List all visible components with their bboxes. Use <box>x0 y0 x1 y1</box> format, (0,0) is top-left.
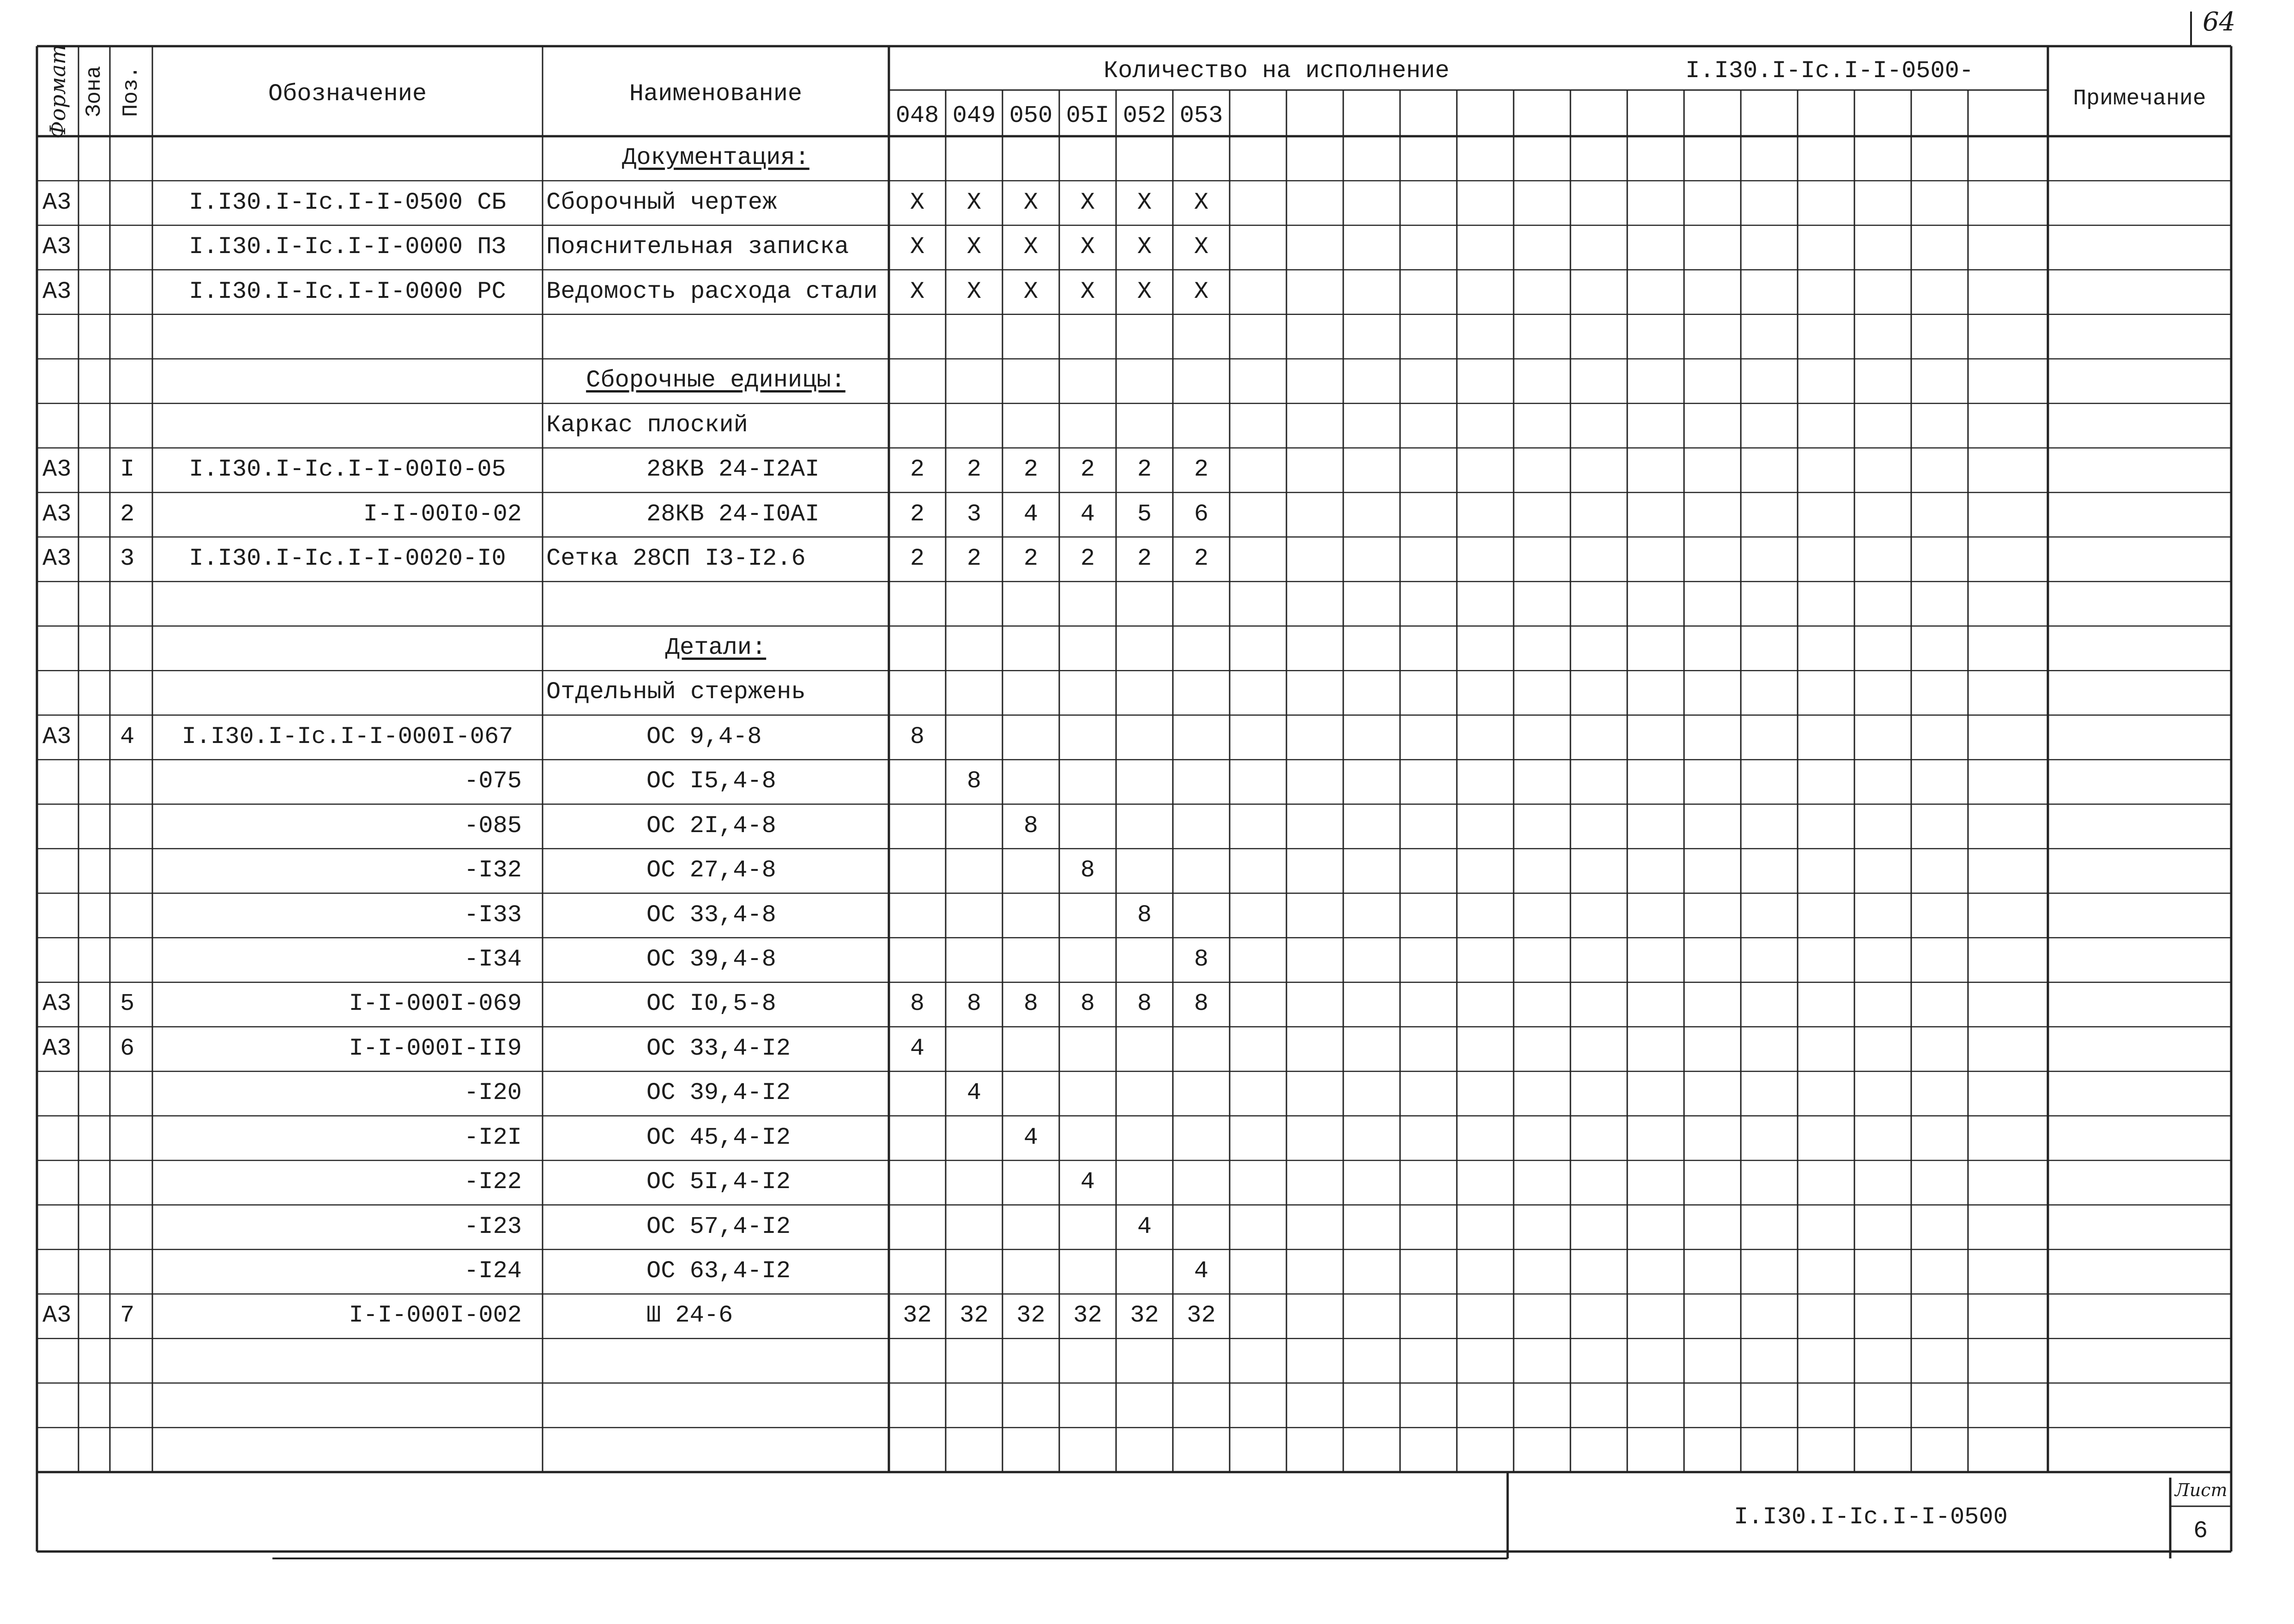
page-number: 64 <box>2203 7 2236 37</box>
section-title: Детали: <box>665 634 767 661</box>
quantity-cell: Х <box>966 233 982 261</box>
name-cell: 28КВ 24-I2АI <box>646 456 820 483</box>
quantity-cell: 2 <box>1194 456 1209 483</box>
quantity-cell: 4 <box>966 1079 982 1107</box>
sheet-label: Лист <box>2175 1480 2228 1500</box>
designation-cell: -I34 <box>464 946 522 973</box>
quantity-cell: Х <box>1194 233 1209 261</box>
designation-cell: I-I-000I-069 <box>349 990 522 1018</box>
document-code: I.I30.I-Ic.I-I-0500 <box>1734 1503 2008 1531</box>
quantity-cell: 32 <box>1130 1302 1159 1329</box>
designation-cell: I-I-00I0-02 <box>363 500 522 528</box>
quantity-cell: 8 <box>1080 990 1095 1018</box>
format-cell: А3 <box>42 545 72 573</box>
position-cell: 6 <box>120 1034 135 1062</box>
format-cell: А3 <box>42 1302 72 1329</box>
sheet-number: 6 <box>2193 1517 2208 1545</box>
quantity-cell: 4 <box>1194 1257 1209 1285</box>
position-cell: 5 <box>120 990 135 1018</box>
quantity-cell: 2 <box>1023 545 1038 573</box>
quantity-cell: 8 <box>1023 990 1038 1018</box>
designation-cell: -I22 <box>464 1168 522 1196</box>
quantity-cell: Х <box>1137 278 1152 305</box>
designation-cell: I.I30.I-Ic.I-I-000I-067 <box>181 723 513 750</box>
quantity-cell: 2 <box>966 545 982 573</box>
name-cell: Отдельный стержень <box>546 678 806 706</box>
name-header: Наименование <box>629 80 803 108</box>
designation-cell: I.I30.I-Ic.I-I-0020-I0 <box>189 545 506 573</box>
designation-cell: -I2I <box>464 1123 522 1151</box>
quantity-cell: 32 <box>960 1302 989 1329</box>
quantity-cell: Х <box>966 278 982 305</box>
note-header: Примечание <box>2073 86 2206 111</box>
quantity-cell: 4 <box>1137 1213 1152 1240</box>
quantity-cell: 2 <box>1080 456 1095 483</box>
quantity-cell: 8 <box>1194 946 1209 973</box>
quantity-cell: 2 <box>966 456 982 483</box>
quantity-cell: 4 <box>1080 500 1095 528</box>
section-title: Сборочные единицы: <box>586 367 845 394</box>
quantity-cell: 32 <box>1016 1302 1045 1329</box>
quantity-cell: Х <box>966 188 982 216</box>
designation-cell: -I33 <box>464 901 522 929</box>
designation-cell: -I24 <box>464 1257 522 1285</box>
quantity-cell: Х <box>910 278 925 305</box>
name-cell: Каркас плоский <box>546 411 748 439</box>
zone-header: Зона <box>82 66 106 117</box>
quantity-cell: 32 <box>903 1302 932 1329</box>
variant-header-1: 049 <box>952 102 996 129</box>
quantity-cell: 8 <box>910 990 925 1018</box>
designation-cell: -I20 <box>464 1079 522 1107</box>
quantity-cell: Х <box>910 233 925 261</box>
quantity-cell: 4 <box>910 1034 925 1062</box>
quantity-cell: 8 <box>910 723 925 750</box>
section-title: Документация: <box>622 144 809 172</box>
name-cell: Пояснительная записка <box>546 233 849 261</box>
name-cell: ОС 63,4-I2 <box>646 1257 791 1285</box>
designation-cell: I-I-000I-002 <box>349 1302 522 1329</box>
format-cell: А3 <box>42 456 72 483</box>
quantity-cell: Х <box>1023 188 1038 216</box>
quantity-cell: 4 <box>1080 1168 1095 1196</box>
name-cell: Сетка 28СП I3-I2.6 <box>546 545 806 573</box>
quantity-cell: Х <box>1137 233 1152 261</box>
quantity-cell: 2 <box>910 500 925 528</box>
quantity-cell: 8 <box>1194 990 1209 1018</box>
quantity-cell: 32 <box>1073 1302 1102 1329</box>
name-cell: ОС 33,4-8 <box>646 901 776 929</box>
designation-cell: -I23 <box>464 1213 522 1240</box>
quantity-cell: Х <box>1080 278 1095 305</box>
quantity-cell: 8 <box>1137 990 1152 1018</box>
name-cell: ОС 45,4-I2 <box>646 1123 791 1151</box>
designation-cell: I.I30.I-Ic.I-I-0000 РС <box>189 278 506 305</box>
quantity-header: Количество на исполнение <box>1104 57 1449 85</box>
quantity-cell: 2 <box>1137 545 1152 573</box>
format-header: Формат <box>45 44 70 139</box>
variant-header-4: 052 <box>1123 102 1166 129</box>
designation-header: Обозначение <box>268 80 427 108</box>
position-cell: 3 <box>120 545 135 573</box>
name-cell: ОС 5I,4-I2 <box>646 1168 791 1196</box>
quantity-cell: Х <box>1194 188 1209 216</box>
quantity-cell: 8 <box>966 990 982 1018</box>
name-cell: Ведомость расхода стали <box>546 278 878 305</box>
quantity-cell: 4 <box>1023 500 1038 528</box>
quantity-cell: 5 <box>1137 500 1152 528</box>
designation-cell: I.I30.I-Ic.I-I-0500 СБ <box>189 188 506 216</box>
quantity-cell: 2 <box>1023 456 1038 483</box>
format-cell: А3 <box>42 188 72 216</box>
quantity-cell: Х <box>1137 188 1152 216</box>
name-cell: ОС I0,5-8 <box>646 990 776 1018</box>
quantity-cell: 2 <box>910 456 925 483</box>
quantity-code-header: I.I30.I-Ic.I-I-0500- <box>1685 57 1974 85</box>
format-cell: А3 <box>42 500 72 528</box>
quantity-cell: 8 <box>1080 857 1095 884</box>
name-cell: ОС 9,4-8 <box>646 723 762 750</box>
format-cell: А3 <box>42 990 72 1018</box>
quantity-cell: 4 <box>1023 1123 1038 1151</box>
quantity-cell: Х <box>1080 233 1095 261</box>
format-cell: А3 <box>42 278 72 305</box>
quantity-cell: 8 <box>1023 812 1038 839</box>
quantity-cell: 2 <box>1080 545 1095 573</box>
variant-header-3: 05I <box>1066 102 1110 129</box>
designation-cell: I.I30.I-Ic.I-I-00I0-05 <box>189 456 506 483</box>
quantity-cell: 3 <box>966 500 982 528</box>
position-cell: 4 <box>120 723 135 750</box>
name-cell: ОС 27,4-8 <box>646 857 776 884</box>
name-cell: ОС 2I,4-8 <box>646 812 776 839</box>
quantity-cell: 2 <box>910 545 925 573</box>
variant-header-2: 050 <box>1009 102 1053 129</box>
designation-cell: I-I-000I-II9 <box>349 1034 522 1062</box>
position-header: Поз. <box>119 66 143 117</box>
name-cell: ОС 57,4-I2 <box>646 1213 791 1240</box>
name-cell: Сборочный чертеж <box>546 188 777 216</box>
quantity-cell: Х <box>910 188 925 216</box>
quantity-cell: Х <box>1194 278 1209 305</box>
position-cell: 2 <box>120 500 135 528</box>
name-cell: ОС 33,4-I2 <box>646 1034 791 1062</box>
variant-header-0: 048 <box>895 102 939 129</box>
name-cell: ОС I5,4-8 <box>646 767 776 795</box>
designation-cell: -075 <box>464 767 522 795</box>
quantity-cell: 2 <box>1137 456 1152 483</box>
name-cell: Ш 24-6 <box>646 1302 733 1329</box>
quantity-cell: 6 <box>1194 500 1209 528</box>
quantity-cell: Х <box>1080 188 1095 216</box>
designation-cell: I.I30.I-Ic.I-I-0000 ПЗ <box>189 233 506 261</box>
quantity-cell: 8 <box>966 767 982 795</box>
name-cell: ОС 39,4-8 <box>646 946 776 973</box>
quantity-cell: Х <box>1023 278 1038 305</box>
designation-cell: -085 <box>464 812 522 839</box>
name-cell: ОС 39,4-I2 <box>646 1079 791 1107</box>
name-cell: 28КВ 24-I0АI <box>646 500 820 528</box>
quantity-cell: 2 <box>1194 545 1209 573</box>
format-cell: А3 <box>42 1034 72 1062</box>
format-cell: А3 <box>42 723 72 750</box>
position-cell: I <box>120 456 135 483</box>
position-cell: 7 <box>120 1302 135 1329</box>
quantity-cell: 32 <box>1187 1302 1216 1329</box>
quantity-cell: 8 <box>1137 901 1152 929</box>
quantity-cell: Х <box>1023 233 1038 261</box>
designation-cell: -I32 <box>464 857 522 884</box>
variant-header-5: 053 <box>1179 102 1223 129</box>
format-cell: А3 <box>42 233 72 261</box>
